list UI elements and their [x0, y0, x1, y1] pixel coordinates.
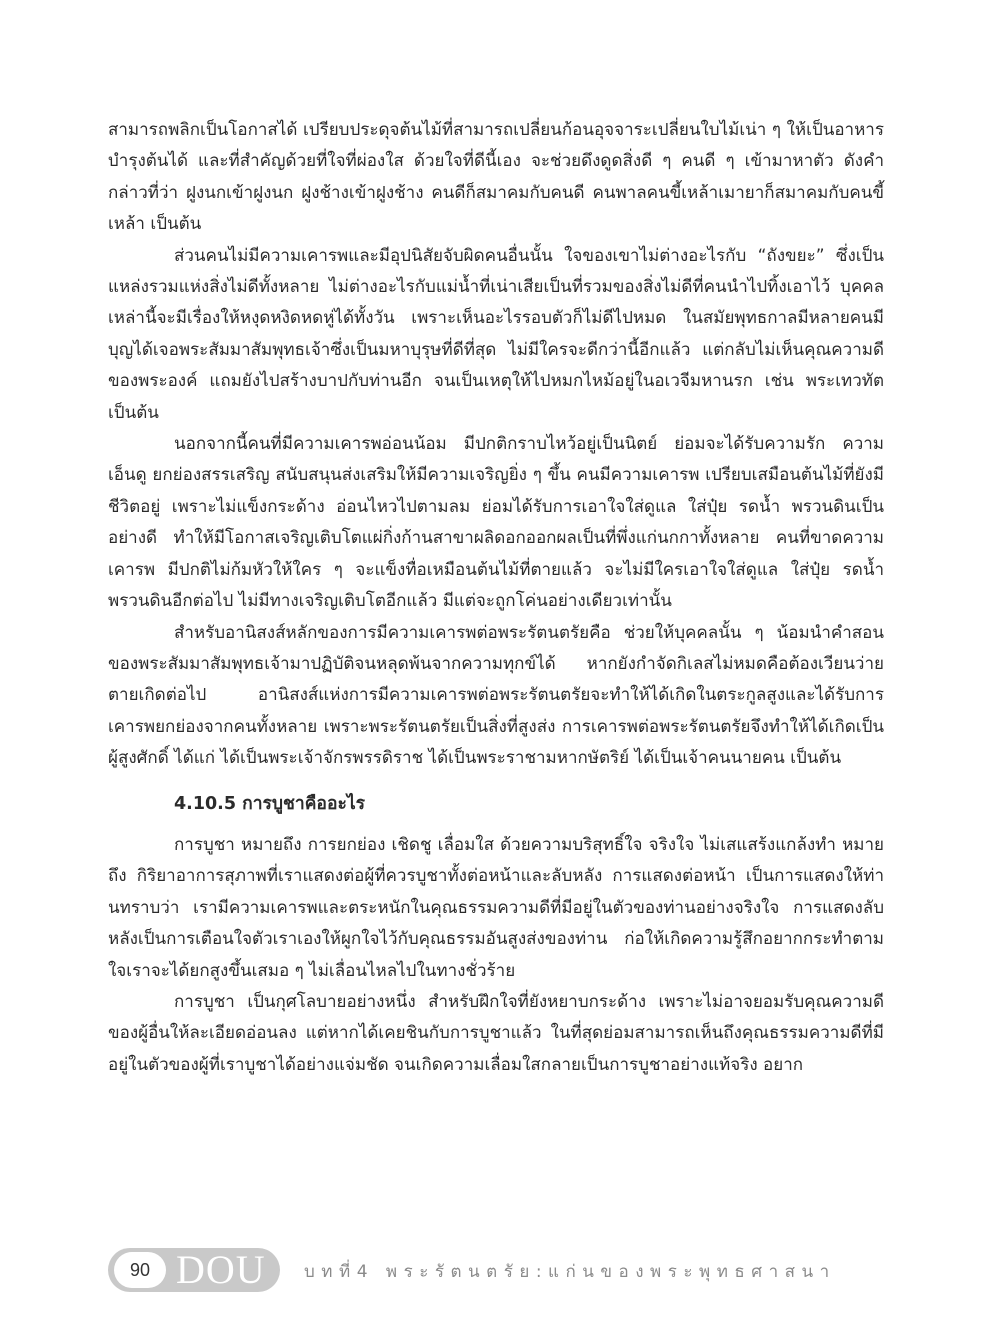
footer-badge	[108, 1248, 280, 1292]
paragraph-6: การบูชา เป็นกุศโลบายอย่างหนึ่ง สำหรับฝึกใจที่ยังหยาบกระด้าง เพราะไม่อาจยอมรับคุณความดีของผู้อื่นให้ละเอียดอ่อนลง แต่หากได้เคยชินกับการบูชาแล้ว ในที่สุดย่อมสามารถเห็นถึงคุณธรรมความดีที่มีอยู่ในตัวของผู้ที่เราบูชาได้อย่างแจ่มชัด จนเกิดความเลื่อมใสกลายเป็นการบูชาอย่างแท้จริง อยาก	[108, 991, 884, 1075]
paragraph-2: ส่วนคนไม่มีความเคารพและมีอุปนิสัยจับผิดคนอื่นนั้น ใจของเขาไม่ต่างอะไรกับ “ถังขยะ” ซึ่งเป็นแหล่งรวมแห่งสิ่งไม่ดีทั้งหลาย ไม่ต่างอะไรกับแม่น้ำที่เน่าเสียเป็นที่รวมของสิ่งไม่ดีที่คนนำไปทิ้งเอาไว้ บุคคลเหล่านี้จะมีเรื่องให้หงุดหงิดหดหู่ได้ทั้งวัน เพราะเห็นอะไรรอบตัวก็ไม่ดีไปหมด ในสมัยพุทธกาลมีหลายคนมีบุญได้เจอพระสัมมาสัมพุทธเจ้าซึ่งเป็นมหาบุรุษที่ดีที่สุด ไม่มีใครจะดีกว่านี้อีกแล้ว แต่กลับไม่เห็นคุณความดีของพระองค์ แถมยังไปสร้างบาปกับท่านอีก จนเป็นเหตุให้ไปหมกไหม้อยู่ในอเวจีมหานรก เช่น พระเทวทัต เป็นต้น	[108, 245, 884, 423]
paragraph-1: สามารถพลิกเป็นโอกาสได้ เปรียบประดุจต้นไม้ที่สามารถเปลี่ยนก้อนอุจจาระเปลี่ยนใบไม้เน่า ๆ ให้เป็นอาหารบำรุงต้นได้ และที่สำคัญด้วยที่ใจที่ผ่องใส ด้วยใจที่ดีนี้เอง จะช่วยดึงดูดสิ่งดี ๆ คนดี ๆ เข้ามาหาตัว ดังคำกล่าวที่ว่า ฝูงนกเข้าฝูงนก ฝูงช้างเข้าฝูงช้าง คนดีก็สมาคมกับคนดี คนพาลคนขี้เหล้าเมายาก็สมาคมกับคนขี้เหล้า เป็นต้น	[108, 120, 884, 235]
section-heading: 4.10.5 การบูชาคืออะไร	[174, 793, 366, 814]
paragraph-4: สำหรับอานิสงส์หลักของการมีความเคารพต่อพระรัตนตรัยคือ ช่วยให้บุคคลนั้น ๆ น้อมนำคำสอนของพระสัมมาสัมพุทธเจ้ามาปฏิบัติจนหลุดพ้นจากความทุกข์ได้ หากยังกำจัดกิเลสไม่หมดคือต้องเวียนว่ายตายเกิดต่อไป อานิสงส์แห่งการมีความเคารพต่อพระรัตนตรัยจะทำให้ได้เกิดในตระกูลสูงและได้รับการเคารพยกย่องจากคนทั้งหลาย เพราะพระรัตนตรัยเป็นสิ่งที่สูงส่ง การเคารพต่อพระรัตนตรัยจึงทำให้ได้เกิดเป็นผู้สูงศักดิ์ ได้แก่ ได้เป็นพระเจ้าจักรพรรดิราช ได้เป็นพระราชามหากษัตริย์ ได้เป็นเจ้าคนนายคน เป็นต้น	[108, 622, 884, 769]
page-number: 90	[114, 1252, 166, 1288]
running-title: บทที่4 พระรัตนตรัย:แก่นของพระพุทธศาสนา	[304, 1262, 836, 1282]
page-footer	[108, 1248, 884, 1292]
paragraph-3: นอกจากนี้คนที่มีความเคารพอ่อนน้อม มีปกติกราบไหว้อยู่เป็นนิตย์ ย่อมจะได้รับความรัก ความเอ็นดู ยกย่องสรรเสริญ สนับสนุนส่งเสริมให้มีความเจริญยิ่ง ๆ ขึ้น คนมีความเคารพ เปรียบเสมือนต้นไม้ที่ยังมีชีวิตอยู่ เพราะไม่แข็งกระด้าง อ่อนไหวไปตามลม ย่อมได้รับการเอาใจใส่ดูแล ใส่ปุ๋ย รดน้ำ พรวนดินเป็นอย่างดี ทำให้มีโอกาสเจริญเติบโตแผ่กิ่งก้านสาขาผลิดอกออกผลเป็นที่พึ่งแก่นกกาทั้งหลาย คนที่ขาดความเคารพ มีปกติไม่ก้มหัวให้ใคร ๆ จะแข็งทื่อเหมือนต้นไม้ที่ตายแล้ว จะไม่มีใครเอาใจใส่ดูแล ใส่ปุ๋ย รดน้ำ พรวนดินอีกต่อไป ไม่มีทางเจริญเติบโตอีกแล้ว มีแต่จะถูกโค่นอย่างเดียวเท่านั้น	[108, 434, 884, 612]
paragraph-5: การบูชา หมายถึง การยกย่อง เชิดชู เลื่อมใส ด้วยความบริสุทธิ์ใจ จริงใจ ไม่เสแสร้งแกล้งทำ หมายถึง กิริยาอาการสุภาพที่เราแสดงต่อผู้ที่ควรบูชาทั้งต่อหน้าและลับหลัง การแสดงต่อหน้า เป็นการแสดงให้ท่านทราบว่า เรามีความเคารพและตระหนักในคุณธรรมความดีที่มีอยู่ในตัวของท่านอย่างจริงใจ การแสดงลับหลังเป็นการเตือนใจตัวเราเองให้ผูกใจไว้กับคุณธรรมอันสูงส่งของท่าน ก่อให้เกิดความรู้สึกอยากกระทำตาม ใจเราจะได้ยกสูงขึ้นเสมอ ๆ ไม่เลื่อนไหลไปในทางชั่วร้าย	[108, 834, 884, 981]
dou-logo: DOU	[176, 1247, 266, 1292]
body-text	[108, 115, 884, 1081]
